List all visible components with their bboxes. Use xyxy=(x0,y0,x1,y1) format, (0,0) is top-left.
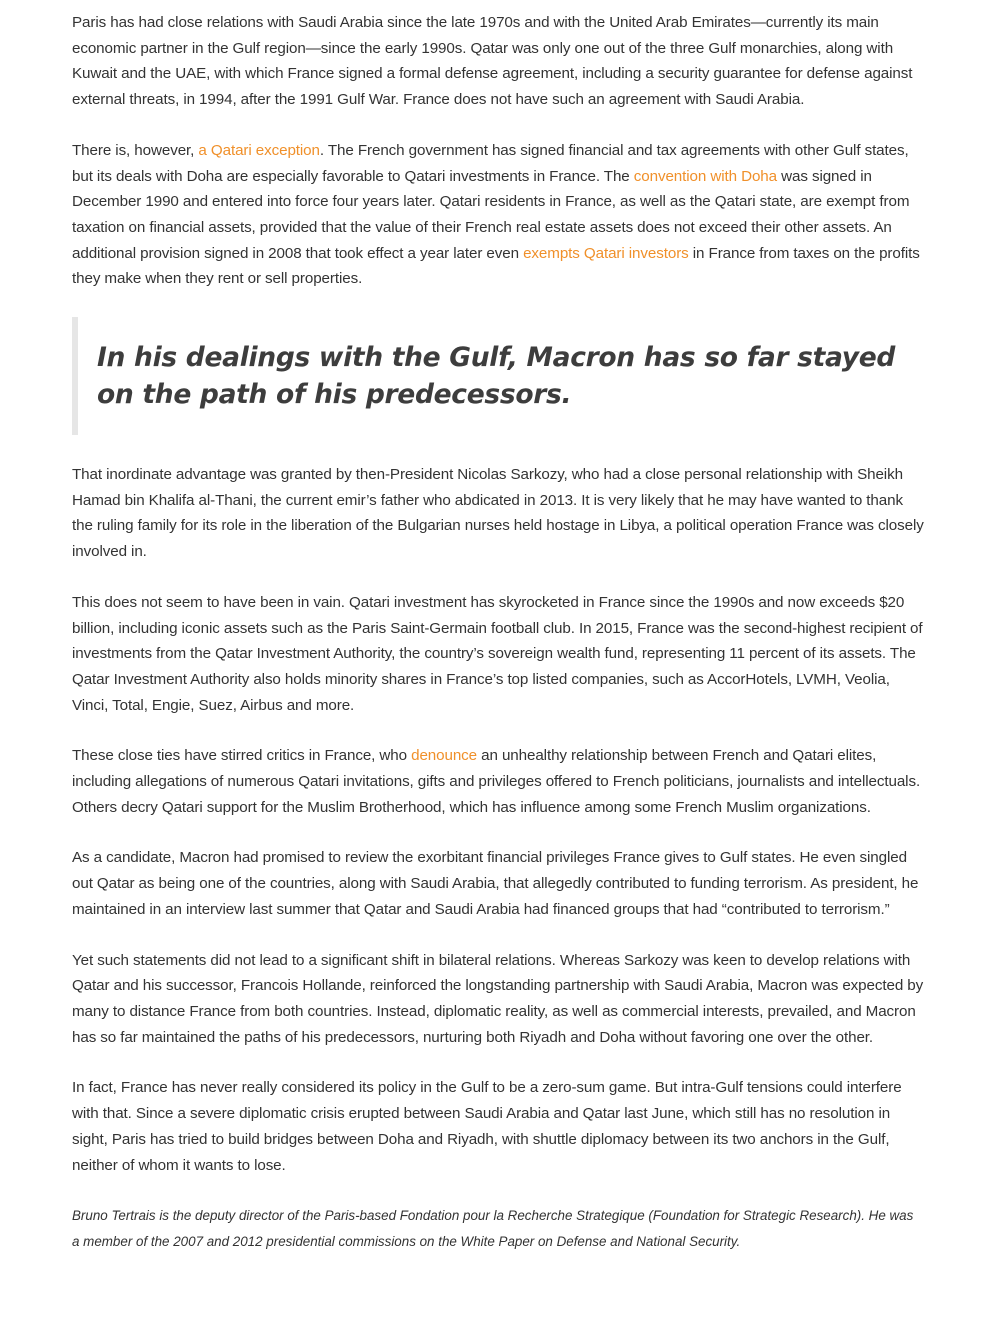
paragraph-qatari-investment: This does not seem to have been in vain. Qatari investment has skyrocketed in France since the 1990s and now exceeds $20 billion, including iconic assets such as the Paris Saint-Germain football club. In 2015, France was the second-highest recipient of investments from the Qatar Investment Authority, the country’s sovereign wealth fund, representing 11 percent of its assets. The Qatar Investment Authority also holds minority shares in France’s top listed companies, such as AccorHotels, LVMH, Veolia, Vinci, Total, Engie, Suez, Airbus and more. xyxy=(72,593,923,714)
paragraph-gulf-relations: Paris has had close relations with Saudi Arabia since the late 1970s and with the United Arab Emirates—currently its main economic partner in the Gulf region—since the early 1990s. Qatar was only one out of the three Gulf monarchies, along with Kuwait and the UAE, with which France signed a formal defense agreement, including a security guarantee for defense against external threats, in 1994, after the 1991 Gulf War. France does not have such an agreement with Saudi Arabia. xyxy=(72,14,913,109)
paragraph-critics xyxy=(72,743,924,820)
paragraph-qatari-exception xyxy=(72,138,924,292)
link-convention-with-doha[interactable]: convention with Doha xyxy=(633,167,777,185)
text-span: . The French government has signed financial and tax agreements with other Gulf states, but its deals with Doha are especially favorable to Qatari investments in France. The xyxy=(72,141,909,185)
text-span: was signed in December 1990 and entered into force four years later. Qatari residents in France, as well as the Qatari state, are exempt from taxation on financial assets, provided that the value of their French real estate assets does not exceed their other assets. An additional provision signed in 2008 that took effect a year later even xyxy=(72,167,910,262)
article-body xyxy=(72,10,924,1254)
text-span: There is, however, xyxy=(72,141,199,159)
text-span: an unhealthy relationship between French and Qatari elites, including allegations of numerous Qatari invitations, gifts and privileges offered to French politicians, journalists and intellectuals. Others decry Qatari support for the Muslim Brotherhood, which has influence among some French Muslim organizations. xyxy=(72,747,921,816)
author-bio: Bruno Tertrais is the deputy director of the Paris-based Fondation pour la Recherche Strategique (Foundation for Strategic Research). He was a member of the 2007 and 2012 presidential commissions on the White Paper on Defense and National Security. xyxy=(72,1208,914,1249)
paragraph-bilateral-relations: Yet such statements did not lead to a significant shift in bilateral relations. Whereas Sarkozy was keen to develop relations with Qatar and his successor, Francois Hollande, reinforced the longstanding partnership with Saudi Arabia, Macron was expected by many to distance France from both countries. Instead, diplomatic reality, as well as commercial interests, prevailed, and Macron has so far maintained the paths of his predecessors, nurturing both Riyadh and Doha without favoring one over the other. xyxy=(72,951,924,1046)
link-exempts-qatari-investors[interactable]: exempts Qatari investors xyxy=(523,244,689,262)
paragraph-macron-candidate: As a candidate, Macron had promised to review the exorbitant financial privileges France gives to Gulf states. He even singled out Qatar as being one of the countries, along with Saudi Arabia, that allegedly contributed to funding terrorism. As president, he maintained in an interview last summer that Qatar and Saudi Arabia had financed groups that had “contributed to terrorism.” xyxy=(72,849,919,918)
text-span: These close ties have stirred critics in France, who xyxy=(72,747,412,765)
link-qatari-exception[interactable]: a Qatari exception xyxy=(198,141,320,159)
text-span: in France from taxes on the profits they make when they rent or sell properties. xyxy=(72,244,920,288)
paragraph-sarkozy: That inordinate advantage was granted by then-President Nicolas Sarkozy, who had a close personal relationship with Sheikh Hamad bin Khalifa al-Thani, the current emir’s father who abdicated in 2013. It is very likely that he may have wanted to thank the ruling family for its role in the liberation of the Bulgarian nurses held hostage in Libya, a political operation France was closely involved in. xyxy=(72,466,924,561)
link-denounce[interactable]: denounce xyxy=(411,747,478,765)
pull-quote-text: In his dealings with the Gulf, Macron has so far stayed on the path of his predecessors. xyxy=(97,342,896,411)
paragraph-zero-sum: In fact, France has never really considered its policy in the Gulf to be a zero-sum game. But intra-Gulf tensions could interfere with that. Since a severe diplomatic crisis erupted between Saudi Arabia and Qatar last June, which still has no resolution in sight, Paris has tried to build bridges between Doha and Riyadh, with shuttle diplomacy between its two anchors in the Gulf, neither of whom it wants to lose. xyxy=(72,1079,902,1174)
pull-quote xyxy=(72,317,924,435)
